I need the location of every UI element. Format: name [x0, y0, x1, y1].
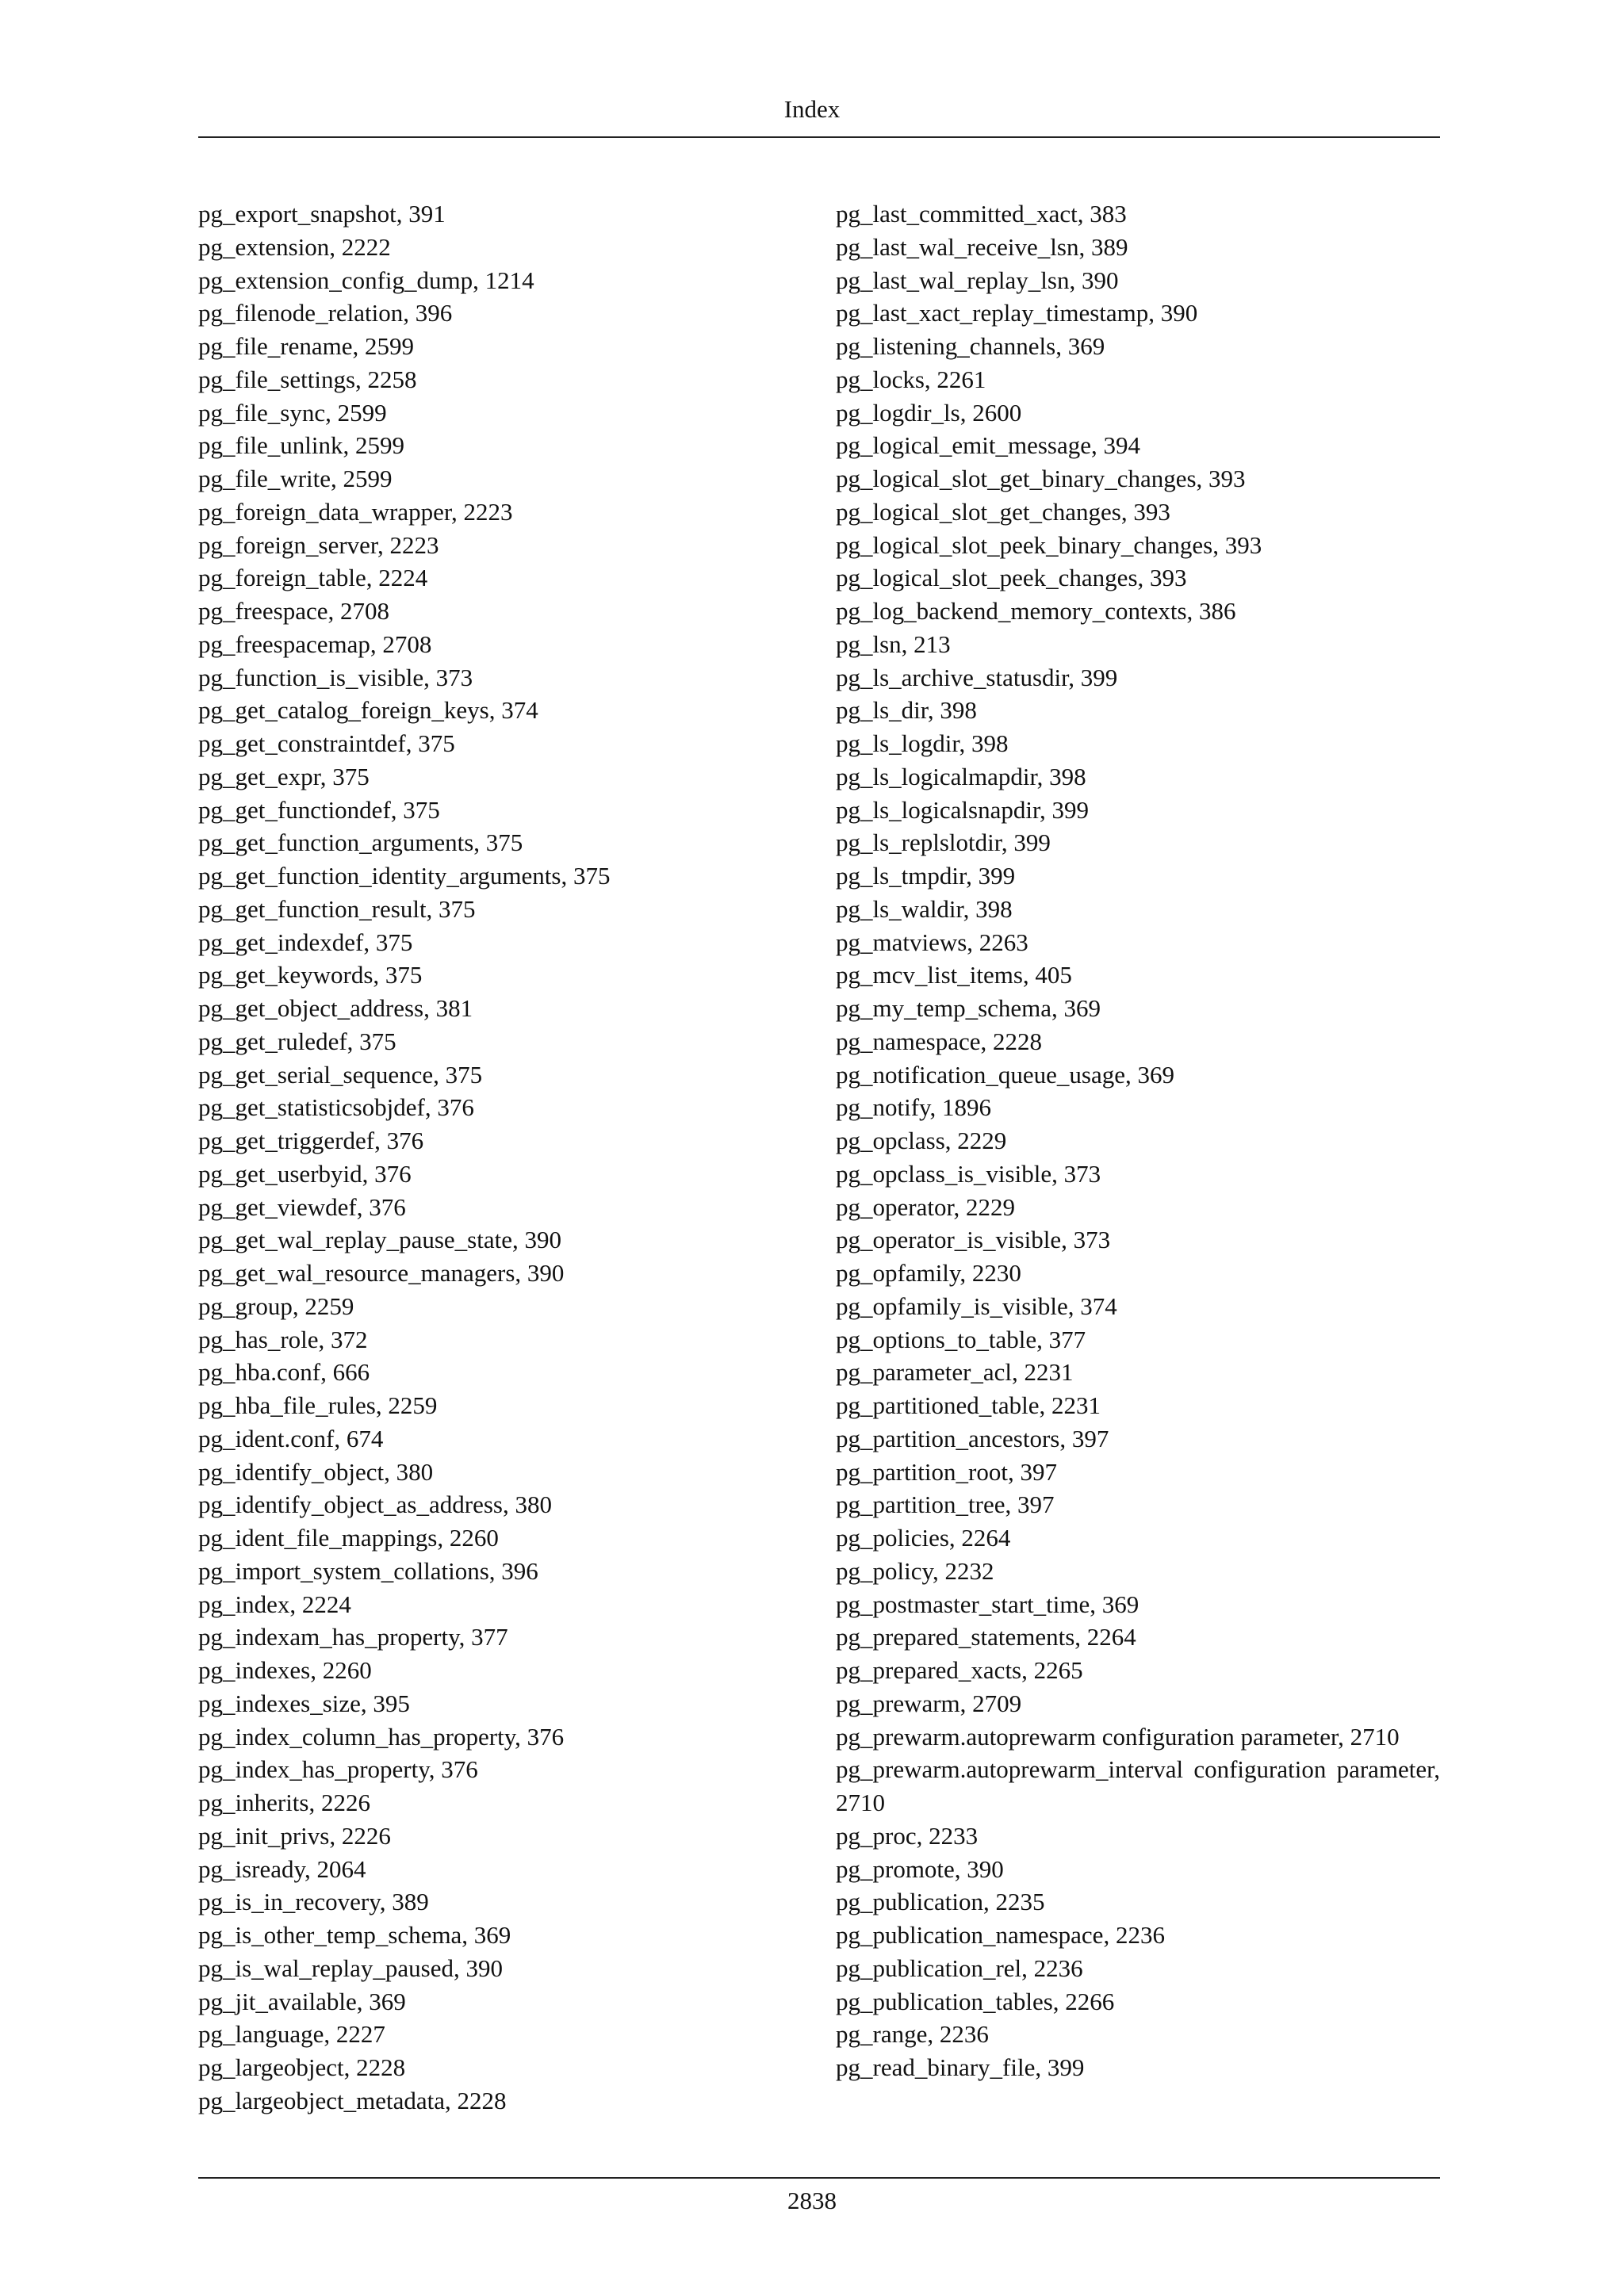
index-entry: pg_get_function_arguments, 375: [198, 828, 523, 857]
index-entry: pg_opfamily_is_visible, 374: [836, 1292, 1117, 1320]
index-entry: pg_group, 2259: [198, 1292, 354, 1320]
index-entry: pg_ls_logicalmapdir, 398: [836, 762, 1086, 790]
index-entry: pg_last_committed_xact, 383: [836, 200, 1127, 228]
index-entry: pg_notify, 1896: [836, 1093, 992, 1122]
index-entry: pg_get_object_address, 381: [198, 994, 473, 1022]
index-entry: pg_prepared_xacts, 2265: [836, 1656, 1083, 1684]
index-entry: pg_file_write, 2599: [198, 465, 393, 492]
index-entry: pg_ls_archive_statusdir, 399: [836, 663, 1118, 691]
index-entry: pg_partition_tree, 397: [836, 1490, 1055, 1519]
index-entry: pg_notification_queue_usage, 369: [836, 1060, 1175, 1089]
index-entry: pg_get_userbyid, 376: [198, 1159, 412, 1188]
index-entry: pg_ls_tmpdir, 399: [836, 862, 1016, 890]
index-entry: pg_file_settings, 2258: [198, 365, 417, 393]
index-entry: pg_prewarm.autoprewarm configuration parameter, 2710: [836, 1722, 1400, 1751]
index-entry: pg_has_role, 372: [198, 1325, 368, 1353]
running-head: Index: [783, 95, 841, 123]
index-entry: pg_ls_logicalsnapdir, 399: [836, 795, 1090, 824]
index-entry: pg_publication_rel, 2236: [836, 1954, 1083, 1982]
index-entry: pg_largeobject_metadata, 2228: [198, 2086, 507, 2114]
index-entry: pg_ls_dir, 398: [836, 696, 977, 725]
index-entry: pg_is_wal_replay_paused, 390: [198, 1954, 503, 1982]
index-entry: pg_indexam_has_property, 377: [198, 1623, 508, 1651]
index-entry: pg_indexes, 2260: [198, 1656, 372, 1684]
index-entry: pg_index, 2224: [198, 1590, 351, 1618]
index-entry: pg_file_sync, 2599: [198, 398, 387, 427]
index-entry: pg_get_catalog_foreign_keys, 374: [198, 696, 538, 725]
index-entry: pg_postmaster_start_time, 369: [836, 1590, 1139, 1618]
index-entry: pg_parameter_acl, 2231: [836, 1358, 1074, 1387]
index-entry: pg_logdir_ls, 2600: [836, 398, 1022, 427]
index-entry: pg_ident.conf, 674: [198, 1424, 384, 1452]
index-entry: pg_logical_slot_get_changes, 393: [836, 497, 1170, 526]
index-entry: pg_index_has_property, 376: [198, 1755, 478, 1784]
index-entry: pg_ls_logdir, 398: [836, 729, 1009, 757]
index-entry: pg_import_system_collations, 396: [198, 1556, 538, 1585]
index-entry: pg_last_wal_replay_lsn, 390: [836, 266, 1119, 294]
index-entry: pg_foreign_data_wrapper, 2223: [198, 497, 513, 526]
footer-rule: [198, 2177, 1440, 2179]
index-entry: pg_policies, 2264: [836, 1524, 1011, 1552]
index-entry: pg_index_column_has_property, 376: [198, 1722, 565, 1751]
index-entry: pg_last_wal_receive_lsn, 389: [836, 232, 1128, 261]
index-entry: pg_read_binary_file, 399: [836, 2053, 1085, 2081]
index-entry: pg_largeobject, 2228: [198, 2053, 406, 2081]
index-column-left: [198, 197, 642, 2118]
index-entry: pg_jit_available, 369: [198, 1987, 406, 2015]
index-entry: pg_partitioned_table, 2231: [836, 1391, 1101, 1419]
index-entry: pg_get_functiondef, 375: [198, 795, 440, 824]
index-entry: pg_publication_tables, 2266: [836, 1987, 1115, 2015]
index-entry: pg_extension_config_dump, 1214: [198, 266, 534, 294]
index-entry: pg_last_xact_replay_timestamp, 390: [836, 299, 1198, 327]
index-entry: pg_prewarm, 2709: [836, 1689, 1022, 1717]
index-entry: pg_filenode_relation, 396: [198, 299, 453, 327]
index-entry: pg_identify_object, 380: [198, 1457, 434, 1486]
index-entry: pg_indexes_size, 395: [198, 1689, 410, 1717]
index-entry: pg_prepared_statements, 2264: [836, 1623, 1136, 1651]
index-entry: pg_logical_slot_peek_changes, 393: [836, 564, 1187, 592]
index-entry: pg_identify_object_as_address, 380: [198, 1490, 552, 1519]
index-entry: pg_prewarm.autoprewarm_interval configuration parameter, 2710: [836, 1755, 1440, 1816]
index-entry: pg_get_function_result, 375: [198, 894, 476, 923]
index-entry: pg_ident_file_mappings, 2260: [198, 1524, 499, 1552]
index-entry: pg_logical_slot_get_binary_changes, 393: [836, 465, 1246, 492]
index-entry: pg_hba.conf, 666: [198, 1358, 370, 1387]
index-entry: pg_log_backend_memory_contexts, 386: [836, 597, 1236, 625]
index-entry: pg_get_wal_resource_managers, 390: [198, 1259, 565, 1287]
index-entry: pg_listening_channels, 369: [836, 332, 1105, 360]
index-entry: pg_get_viewdef, 376: [198, 1192, 406, 1221]
index-entry: pg_options_to_table, 377: [836, 1325, 1086, 1353]
index-entry: pg_policy, 2232: [836, 1556, 994, 1585]
index-entry: pg_get_constraintdef, 375: [198, 729, 455, 757]
index-entry: pg_namespace, 2228: [836, 1027, 1042, 1055]
index-entry: pg_foreign_table, 2224: [198, 564, 428, 592]
index-entry: pg_proc, 2233: [836, 1821, 979, 1850]
index-entry: pg_logical_slot_peek_binary_changes, 393: [836, 530, 1262, 559]
header-rule: [198, 136, 1440, 138]
index-entry: pg_operator, 2229: [836, 1192, 1016, 1221]
index-entry: pg_get_keywords, 375: [198, 961, 423, 989]
page-number: 2838: [787, 2187, 837, 2214]
index-entry: pg_logical_emit_message, 394: [836, 431, 1140, 460]
index-entry: pg_is_other_temp_schema, 369: [198, 1921, 511, 1949]
index-entry: pg_my_temp_schema, 369: [836, 994, 1101, 1022]
index-entry: pg_ls_waldir, 398: [836, 894, 1013, 923]
index-entry: pg_get_indexdef, 375: [198, 928, 413, 956]
index-entry: pg_get_triggerdef, 376: [198, 1127, 424, 1154]
index-entry: pg_freespace, 2708: [198, 597, 390, 625]
index-entry: pg_file_rename, 2599: [198, 332, 415, 360]
index-entry: pg_publication_namespace, 2236: [836, 1921, 1165, 1949]
index-entry: pg_partition_root, 397: [836, 1457, 1057, 1486]
index-entry: pg_export_snapshot, 391: [198, 200, 446, 228]
index-entry: pg_file_unlink, 2599: [198, 431, 405, 460]
index-entry: pg_is_in_recovery, 389: [198, 1888, 429, 1916]
index-entry: pg_isready, 2064: [198, 1854, 366, 1883]
index-entry: pg_opfamily, 2230: [836, 1259, 1021, 1287]
index-entry: pg_language, 2227: [198, 2020, 385, 2049]
index-entry: pg_get_function_identity_arguments, 375: [198, 862, 611, 890]
index-entry: pg_opclass, 2229: [836, 1127, 1007, 1154]
index-entry: pg_locks, 2261: [836, 365, 986, 393]
index-entry: pg_mcv_list_items, 405: [836, 961, 1072, 989]
index-entry: pg_get_ruledef, 375: [198, 1027, 396, 1055]
index-entry: pg_get_expr, 375: [198, 762, 370, 790]
index-entry: pg_extension, 2222: [198, 232, 391, 261]
index-entry: pg_operator_is_visible, 373: [836, 1226, 1111, 1254]
index-entry: pg_init_privs, 2226: [198, 1821, 391, 1850]
index-entry: pg_publication, 2235: [836, 1888, 1045, 1916]
index-entry: pg_get_statisticsobjdef, 376: [198, 1093, 474, 1122]
index-entry: pg_get_serial_sequence, 375: [198, 1060, 483, 1089]
index-entry: pg_freespacemap, 2708: [198, 629, 432, 658]
index-entry: pg_ls_replslotdir, 399: [836, 828, 1051, 857]
index-entry: pg_matviews, 2263: [836, 928, 1028, 956]
index-entry: pg_foreign_server, 2223: [198, 530, 439, 559]
index-entry: pg_range, 2236: [836, 2020, 989, 2049]
index-column-right: [836, 197, 1440, 2084]
index-entry: pg_hba_file_rules, 2259: [198, 1391, 438, 1419]
index-entry: pg_opclass_is_visible, 373: [836, 1159, 1101, 1188]
index-entry: pg_get_wal_replay_pause_state, 390: [198, 1226, 561, 1254]
index-entry: pg_partition_ancestors, 397: [836, 1424, 1109, 1452]
index-entry: pg_function_is_visible, 373: [198, 663, 473, 691]
index-entry: pg_lsn, 213: [836, 629, 951, 658]
index-entry: pg_promote, 390: [836, 1854, 1004, 1883]
index-entry: pg_inherits, 2226: [198, 1789, 370, 1816]
